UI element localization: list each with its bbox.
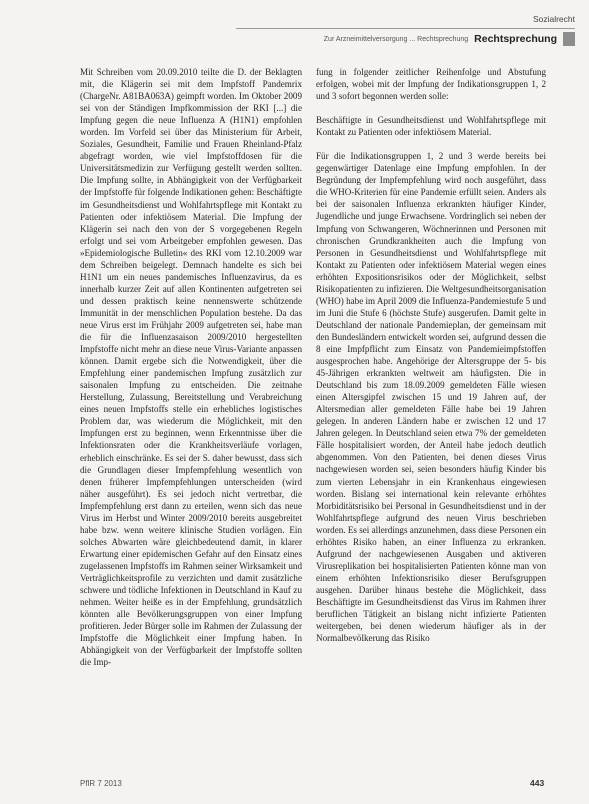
left-column: [80, 66, 302, 680]
left-paragraph-1: Mit Schreiben vom 20.09.2010 teilte die D. der Beklagten mit, die Klägerin sei mit dem Impfstoff Pandemrix (ChargeNr. A81BA063A) geimpft worden. Im Oktober 2009 sei von der Ständigen Impfkommission der RKI [...] die Impfung gegen die neue Influenza A (H1N1) empfohlen worden. Im Vorfeld sei über das Ministerium für Arbeit, Soziales, Gesundheit, Familie und Frauen Rheinland-Pfalz abgefragt worden, wie viel Impfstoffdosen für die Universitätsmedizin zur Verfügung gestellt werden sollten. Die Impfung sollte, in Abhängigkeit von der Verfügbarkeit der Impfstoffe für folgende Indikationen gehen: Beschäftigte im Gesundheitsdienst und Wohlfahrtspflege mit Kontakt zu Patienten oder infektiösem Material. Die Impfung der Klägerin sei nach den von der S vorgegebenen Regeln erfolgt und sei vom Arbeitgeber empfohlen gewesen. Das »Epidemiologische Bulletin« des RKI vom 12.10.2009 war dem Schreiben beigelegt. Demnach handelte es sich bei H1N1 um ein neues pandemisches Influenzavirus, da es innerhalb kurzer Zeit auf allen Kontinenten aufgetreten sei und dessen praktisch keine nennenswerte schützende Immunität in der menschlichen Population bestehe. Da das neue Virus erst im Frühjahr 2009 aufgetreten sei, habe man die für die Influenzasaison 2009/2010 hergestellten Impfstoffe nicht mehr an diese neue Virus-Variante anpassen können. Damit ergebe sich die Notwendigkeit, über die Empfehlung einer pandemischen Impfung zusätzlich zur saisonalen Impfung zu entscheiden. Die zeitnahe Herstellung, Zulassung, Bereitstellung und Verabreichung eines neuen Impfstoffs stelle ein erhebliches logistisches Problem dar, was wiederum die Möglichkeit, mit den Impfungen erst zu beginnen, wenn Erkenntnisse über die Infektionsraten oder die Krankheitsverläufe vorlagen, erheblich einschränke. Es sei der S. daher bewusst, dass sich die Grundlagen dieser Impfempfehlung wesentlich von denen früherer Impfempfehlungen unterscheiden (wird näher ausgeführt). Es sei jedoch nicht vertretbar, die Impfempfehlung erst dann zu erteilen, wenn sich das neue Virus im Herbst und Winter 2009/2010 bereits ausgebreitet habe bzw. wenn weitere klinische Studien vorlägen. Ein solches Abwarten wäre gleichbedeutend damit, in klarer Erwartung einer epidemischen Gefahr auf den Einsatz eines zugelassenen Impfstoffs im Rahmen seiner Wirksamkeit und Verträglichkeitsprofile zu verzichten und damit zusätzliche schwere und tödliche Infektionen in Deutschland in Kauf zu nehmen. Weiter heiße es in der Empfehlung, grundsätzlich könnten alle Bevölkerungsgruppen von einer Impfung profitieren. Jeder Bürger solle im Rahmen der Zulassung der Impfstoffe die Möglichkeit einer Impfung haben. In Abhängigkeit von der Verfügbarkeit der Impfstoffe sollten die Imp-: [80, 67, 302, 668]
header-marker-box: [563, 32, 575, 46]
right-column: [316, 66, 546, 656]
header-title: Rechtsprechung: [474, 33, 557, 45]
footer-journal: PflR 7 2013: [80, 779, 122, 788]
right-paragraph-3: Für die Indikationsgruppen 1, 2 und 3 werde bereits bei gegenwärtiger Datenlage eine Impfung empfohlen. In der Begründung der Impfempfehlung wird noch ausgeführt, dass die WHO-Kriterien für eine Pandemie erfüllt seien. Anders als bei der saisonalen Influenza erkrankten häufiger Kinder, Jugendliche und junge Erwachsene. Vordringlich sei neben der Impfung von Schwangeren, Wöchnerinnen und Personen mit chronischen Grundkrankheiten auch die Impfung von Personen in Gesundheitsdienst und Wohlfahrtspflege mit Kontakt zu Patienten oder infektiösem Material wegen eines erhöhten Expositionsrisikos oder der Möglichkeit, selbst Risikopatienten zu infizieren. Die Weltgesundheitsorganisation (WHO) habe im April 2009 die Influenza-Pandemiestufe 5 und im Juni die Stufe 6 (höchste Stufe) ausgerufen. Damit gelte in Deutschland der nationale Pandemieplan, der gemeinsam mit den Bundesländern entwickelt worden sei, aufgrund dessen die 8 eine Impfpflicht zum Einsatz von Pandemieimpfstoffen ausgesprochen habe. Angehörige der Altersgruppe der 5- bis 45-Jährigen erkrankten weltweit am häufigsten. Die in Deutschland bis zum 18.09.2009 gemeldeten Fälle wiesen einen Altersgipfel zwischen 15 und 19 Jahren auf, der Altersmedian aller gemeldeten Fälle habe bei 19 Jahren gelegen. In anderen Ländern habe er zwischen 12 und 17 Jahren gelegen. In Deutschland seien etwa 7% der gemeldeten Fälle hospitalisiert worden, der Anteil habe jedoch deutlich abgenommen. Von den Patienten, bei denen dieses Virus nachgewiesen worden sei, seien besonders häufig Kinder bis zum vierten Lebensjahr in ein Krankenhaus eingewiesen worden. Bislang sei international kein relevante erhöhtes Morbiditätsrisiko bei Personal in Gesundheitsdienst und in der Wohlfahrtspflege aufgrund des neuen Virus beschrieben worden. Es sei allerdings anzunehmen, dass diese Personen ein erhöhtes Risiko haben, an einer Influenza zu erkranken. Aufgrund der nachgewiesenen Ausgaben und aktiveren Virusreplikation bei hospitalisierten Patienten könne man von einem erhöhten Infektionsrisiko dieser Berufsgruppen ausgehen. Darüber hinaus bestehe die Möglichkeit, dass Beschäftigte im Gesundheitsdienst das Virus im Rahmen ihrer beruflichen Tätigkeit an bislang nicht infizierte Patienten weitergeben, bei denen wiederum häufiger als in der Normalbevölkerung das Risiko: [316, 151, 546, 644]
header-subtitle: Zur Arzneimittelversorgung ... Rechtsprechung: [323, 35, 469, 43]
section-label: Sozialrecht: [532, 14, 575, 24]
right-paragraph-1: fung in folgender zeitlicher Reihenfolge und Abstufung erfolgen, wobei mit der Impfung der Indikationsgruppen 1, 2 und 3 sofort begonnen werden solle:: [316, 67, 546, 102]
right-paragraph-2: Beschäftigte in Gesundheitsdienst und Wohlfahrtspflege mit Kontakt zu Patienten oder infektiösem Material.: [316, 115, 546, 138]
footer-page-number: 443: [530, 778, 545, 788]
running-header: [324, 31, 575, 47]
header-rule: [236, 28, 575, 29]
